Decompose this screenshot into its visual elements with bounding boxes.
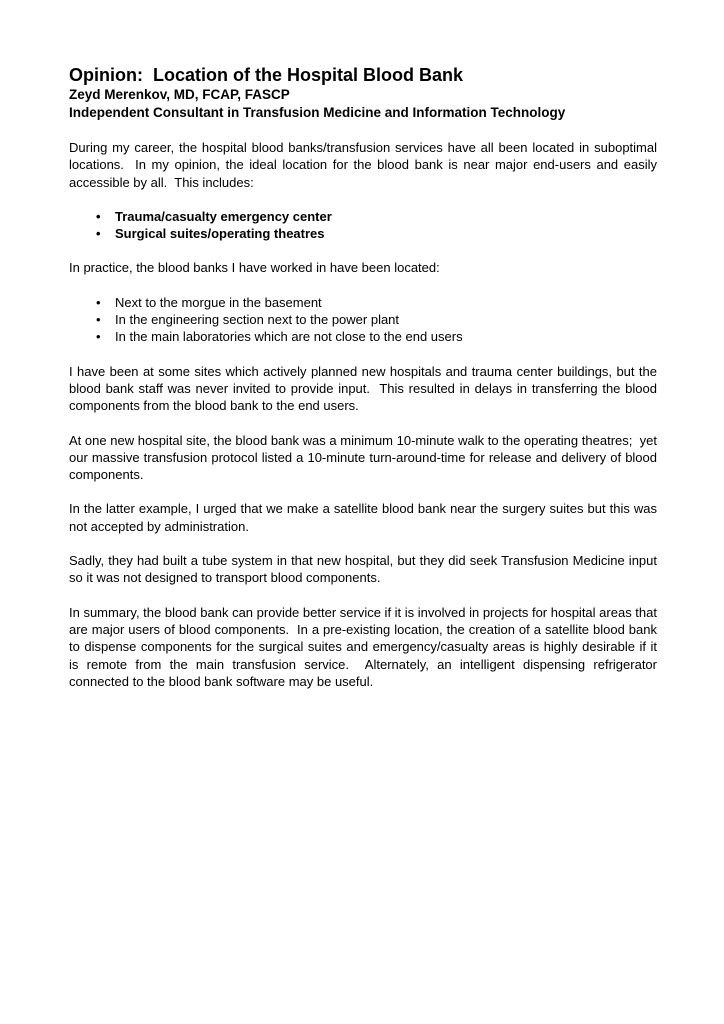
past-location-item: • In the engineering section next to the power plant [69,311,657,328]
body-paragraph-tube-system: Sadly, they had built a tube system in that new hospital, but they did seek Transfusion Medicine input so it was not designed to transport blood components. [69,553,661,586]
body-paragraph-satellite-rejected: In the latter example, I urged that we make a satellite blood bank near the surgery suites but this was not accepted by administration. [69,501,661,534]
body-paragraph-sites-planned: I have been at some sites which actively planned new hospitals and trauma center buildings, but the blood bank staff was never invited to provide input. This resulted in delays in transferring the blood components from the blood bank to the end users. [69,363,661,414]
author-role: Independent Consultant in Transfusion Medicine and Information Technology [69,105,566,120]
document-title: Opinion: Location of the Hospital Blood Bank [69,65,463,85]
past-location-item: • Next to the morgue in the basement [69,294,657,311]
ideal-location-item: • Trauma/casualty emergency center [69,208,657,225]
author-name: Zeyd Merenkov, MD, FCAP, FASCP [69,87,290,102]
ideal-location-item: • Surgical suites/operating theatres [69,225,657,242]
practice-lead-paragraph: In practice, the blood banks I have worked in have been located: [69,260,440,276]
past-locations-list [69,294,657,346]
past-location-item: • In the main laboratories which are not close to the end users [69,328,657,345]
ideal-locations-list [69,208,657,243]
intro-paragraph: During my career, the hospital blood banks/transfusion services have all been located in suboptimal locations. In my opinion, the ideal location for the blood bank is near major end-users and easily accessible by all. This includes: [69,140,661,190]
body-paragraph-summary: In summary, the blood bank can provide better service if it is involved in projects for hospital areas that are major users of blood components. In a pre-existing location, the creation of a satellite blood bank to dispense components for the surgical suites and emergency/casualty areas is highly desirable if it is remote from the main transfusion service. Alternately, an intelligent dispensing refrigerator connected to the blood bank software may be useful. [69,604,661,689]
body-paragraph-ten-minute-walk: At one new hospital site, the blood bank was a minimum 10-minute walk to the operating theatres; yet our massive transfusion protocol listed a 10-minute turn-around-time for release and delivery of blood components. [69,432,661,483]
